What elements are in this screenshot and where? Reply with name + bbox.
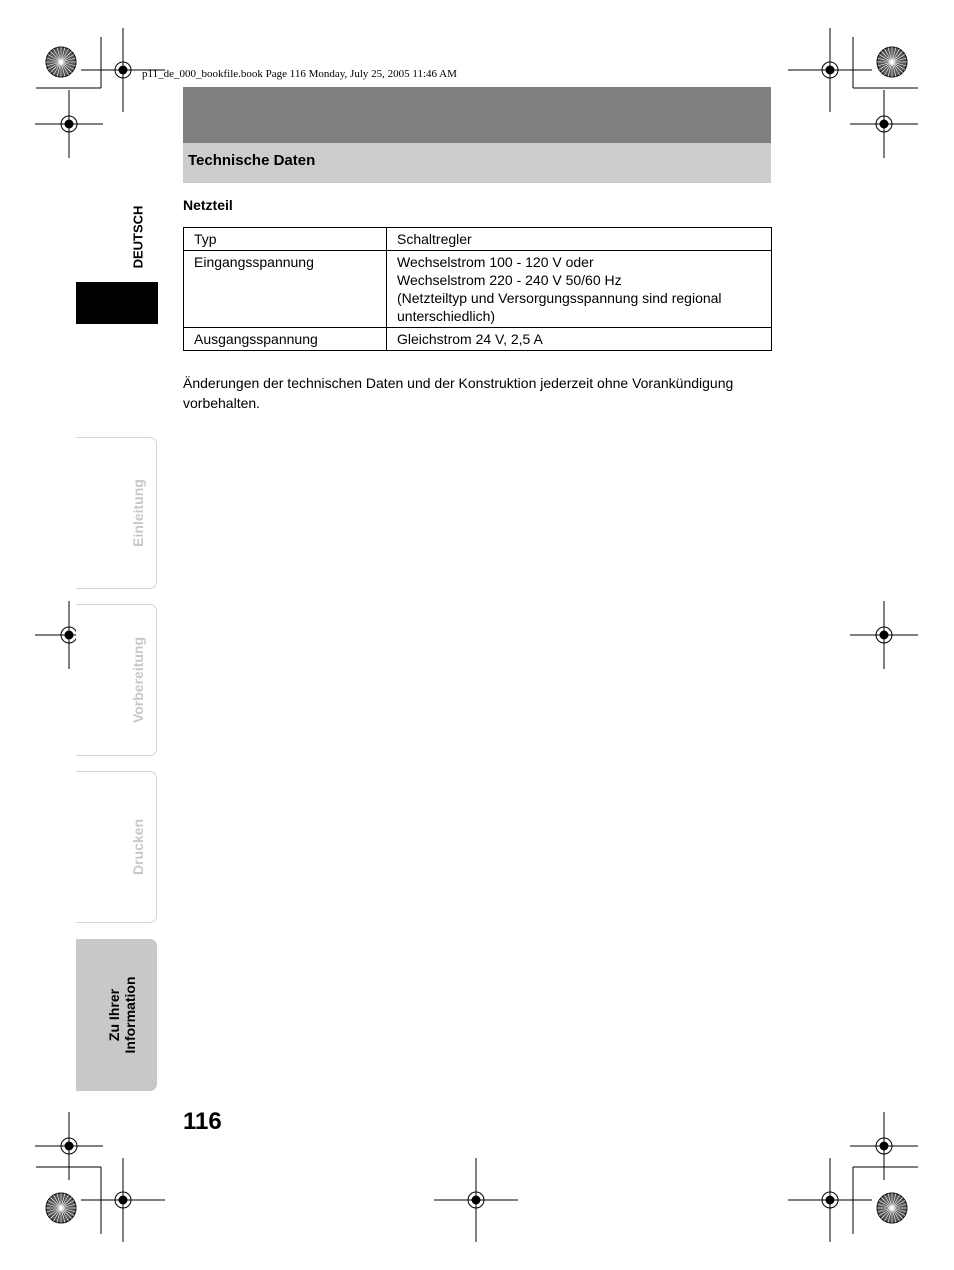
tab-label: Einleitung [130, 479, 146, 547]
tab-vorbereitung[interactable] [76, 604, 157, 756]
tab-label: Zu Ihrer Information [106, 976, 138, 1054]
tab-label: Vorbereitung [130, 636, 146, 724]
table-row [184, 251, 772, 328]
value-line: unterschiedlich) [397, 308, 496, 324]
table-cell-label: Eingangsspannung [184, 251, 387, 328]
subheading-netzteil: Netzteil [183, 197, 233, 213]
value-line: Wechselstrom 220 - 240 V 50/60 Hz [397, 272, 622, 288]
spec-table [183, 227, 772, 351]
tab-drucken[interactable] [76, 771, 157, 923]
table-row [184, 228, 772, 251]
value-line: (Netzteiltyp und Versorgungsspannung sind regional [397, 290, 722, 306]
tab-einleitung[interactable] [76, 437, 157, 589]
table-cell-label: Typ [184, 228, 387, 251]
value-line: Schaltregler [397, 231, 472, 247]
value-line: Wechselstrom 100 - 120 V oder [397, 254, 594, 270]
value-line: Gleichstrom 24 V, 2,5 A [397, 331, 543, 347]
table-cell-label: Ausgangsspannung [184, 328, 387, 351]
table-cell-value [387, 328, 772, 351]
language-marker-block [76, 282, 158, 324]
table-cell-value [387, 251, 772, 328]
print-header-line: p11_de_000_bookfile.book Page 116 Monday, July 25, 2005 11:46 AM [142, 68, 457, 80]
table-row [184, 328, 772, 351]
language-label-text: DEUTSCH [130, 205, 146, 269]
section-header-band [183, 87, 771, 143]
disclaimer-note: Änderungen der technischen Daten und der Konstruktion jederzeit ohne Vorankündigung vorbehalten. [183, 375, 734, 411]
tab-zu-ihrer-information[interactable] [76, 939, 157, 1091]
tab-label: Drucken [130, 818, 146, 876]
section-title: Technische Daten [188, 152, 316, 169]
language-label [126, 196, 150, 278]
table-cell-value [387, 228, 772, 251]
page-number: 116 [183, 1108, 222, 1135]
